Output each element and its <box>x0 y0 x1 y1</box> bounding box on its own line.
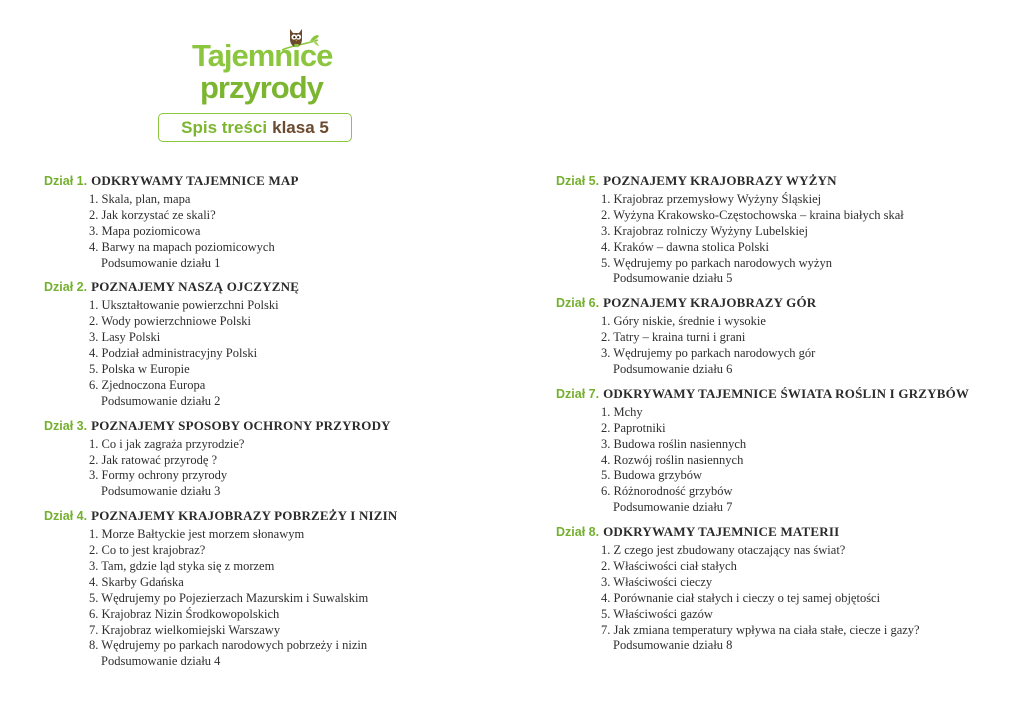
section-heading <box>556 170 996 192</box>
toc-column-left <box>44 170 484 675</box>
lesson-item: 6. Zjednoczona Europa <box>89 377 206 392</box>
lesson-item: 6. Różnorodność grzybów <box>601 484 733 499</box>
toc-section <box>44 276 484 409</box>
logo <box>188 26 338 108</box>
section-title: ODKRYWAMY TAJEMNICE ŚWIATA ROŚLIN I GRZYBÓW <box>603 385 970 401</box>
lesson-item: 7. Krajobraz wielkomiejski Warszawy <box>89 622 281 637</box>
lesson-item: 5. Właściwości gazów <box>601 606 713 621</box>
badge-class: klasa 5 <box>272 117 329 137</box>
toc-section <box>556 521 996 654</box>
title-badge <box>158 113 352 142</box>
section-label: Dział 1. <box>44 174 88 188</box>
lesson-list <box>556 314 996 362</box>
lesson-item: 7. Jak zmiana temperatury wpływa na ciała stałe, ciecze i gazy? <box>601 622 920 637</box>
lesson-item: 2. Jak ratować przyrodę ? <box>89 452 218 467</box>
section-label: Dział 6. <box>556 296 600 311</box>
lesson-item: 3. Właściwości cieczy <box>601 574 713 589</box>
lesson-item: 3. Formy ochrony przyrody <box>89 468 228 483</box>
lesson-item: 5. Wędrujemy po parkach narodowych wyżyn <box>601 255 832 270</box>
section-summary: Podsumowanie działu 7 <box>613 500 733 515</box>
section-label: Dział 3. <box>44 418 88 433</box>
section-heading <box>556 292 996 314</box>
lesson-item: 2. Wyżyna Krakowsko-Częstochowska – kraina białych skał <box>601 207 904 222</box>
toc-section <box>556 383 996 516</box>
lesson-item: 2. Co to jest krajobraz? <box>89 543 206 558</box>
lesson-item: 1. Skala, plan, mapa <box>89 192 191 206</box>
section-summary: Podsumowanie działu 5 <box>613 271 733 286</box>
section-summary: Podsumowanie działu 8 <box>613 638 733 653</box>
section-title: POZNAJEMY SPOSOBY OCHRONY PRZYRODY <box>91 417 391 433</box>
section-title: POZNAJEMY KRAJOBRAZY GÓR <box>603 295 817 311</box>
lesson-list <box>44 298 484 393</box>
section-heading <box>44 170 484 192</box>
lesson-item: 4. Skarby Gdańska <box>89 574 184 589</box>
logo-line-1: Tajemnice <box>192 38 333 73</box>
lesson-item: 2. Tatry – kraina turni i grani <box>601 330 746 345</box>
lesson-item: 1. Mchy <box>601 404 643 419</box>
lesson-item: 6. Krajobraz Nizin Środkowopolskich <box>89 606 280 621</box>
logo-line-2: przyrody <box>200 70 323 105</box>
section-heading <box>44 505 484 527</box>
toc-section <box>44 170 484 271</box>
lesson-list <box>556 543 996 638</box>
lesson-item: 3. Wędrujemy po parkach narodowych gór <box>601 346 816 361</box>
section-title: ODKRYWAMY TAJEMNICE MAP <box>91 173 299 188</box>
lesson-item: 1. Ukształtowanie powierzchni Polski <box>89 298 279 313</box>
lesson-item: 3. Budowa roślin nasiennych <box>601 436 747 451</box>
section-summary: Podsumowanie działu 6 <box>613 362 733 377</box>
section-summary: Podsumowanie działu 1 <box>101 255 221 270</box>
lesson-item: 1. Morze Bałtyckie jest morzem słonawym <box>89 527 305 542</box>
toc-column-right <box>556 170 996 659</box>
lesson-item: 3. Lasy Polski <box>89 330 161 345</box>
lesson-item: 4. Porównanie ciał stałych i cieczy o tej samej objętości <box>601 590 881 605</box>
section-label: Dział 7. <box>556 386 600 401</box>
toc-section <box>556 292 996 378</box>
lesson-item: 3. Tam, gdzie ląd styka się z morzem <box>89 559 275 574</box>
section-summary: Podsumowanie działu 2 <box>101 393 221 408</box>
lesson-list <box>44 527 484 654</box>
toc-section <box>44 505 484 670</box>
section-summary: Podsumowanie działu 3 <box>101 484 221 499</box>
section-label: Dział 5. <box>556 174 600 188</box>
section-title: POZNAJEMY KRAJOBRAZY POBRZEŻY I NIZIN <box>91 508 398 524</box>
lesson-item: 5. Budowa grzybów <box>601 468 703 483</box>
lesson-item: 2. Wody powierzchniowe Polski <box>89 314 251 329</box>
lesson-item: 2. Jak korzystać ze skali? <box>89 207 216 222</box>
section-title: POZNAJEMY NASZĄ OJCZYZNĘ <box>91 279 300 295</box>
lesson-list <box>44 192 484 256</box>
lesson-item: 2. Paprotniki <box>601 420 666 435</box>
lesson-item: 3. Krajobraz rolniczy Wyżyny Lubelskiej <box>601 223 808 238</box>
lesson-list <box>556 405 996 500</box>
toc-section <box>556 170 996 287</box>
section-label: Dział 4. <box>44 509 88 524</box>
lesson-item: 4. Podział administracyjny Polski <box>89 346 258 361</box>
lesson-list <box>556 192 996 271</box>
section-title: ODKRYWAMY TAJEMNICE MATERII <box>603 524 840 540</box>
lesson-item: 4. Rozwój roślin nasiennych <box>601 452 744 467</box>
lesson-item: 1. Co i jak zagraża przyrodzie? <box>89 436 245 451</box>
section-heading <box>556 383 996 405</box>
lesson-item: 4. Kraków – dawna stolica Polski <box>601 239 770 254</box>
section-heading <box>44 415 484 437</box>
lesson-item: 5. Wędrujemy po Pojezierzach Mazurskim i Suwalskim <box>89 590 369 605</box>
section-label: Dział 2. <box>44 280 88 295</box>
section-heading <box>556 521 996 543</box>
lesson-item: 3. Mapa poziomicowa <box>89 223 201 238</box>
lesson-item: 1. Z czego jest zbudowany otaczający nas świat? <box>601 543 846 558</box>
lesson-item: 2. Właściwości ciał stałych <box>601 559 737 574</box>
section-heading <box>44 276 484 298</box>
badge-title: Spis treści <box>181 117 268 137</box>
lesson-item: 1. Krajobraz przemysłowy Wyżyny Śląskiej <box>601 192 822 206</box>
lesson-list <box>44 437 484 485</box>
section-title: POZNAJEMY KRAJOBRAZY WYŻYN <box>603 173 837 188</box>
lesson-item: 8. Wędrujemy po parkach narodowych pobrzeży i nizin <box>89 638 368 653</box>
lesson-item: 1. Góry niskie, średnie i wysokie <box>601 314 766 329</box>
toc-section <box>44 415 484 501</box>
lesson-item: 5. Polska w Europie <box>89 362 190 377</box>
lesson-item: 4. Barwy na mapach poziomicowych <box>89 239 275 254</box>
section-label: Dział 8. <box>556 525 600 540</box>
section-summary: Podsumowanie działu 4 <box>101 654 221 669</box>
